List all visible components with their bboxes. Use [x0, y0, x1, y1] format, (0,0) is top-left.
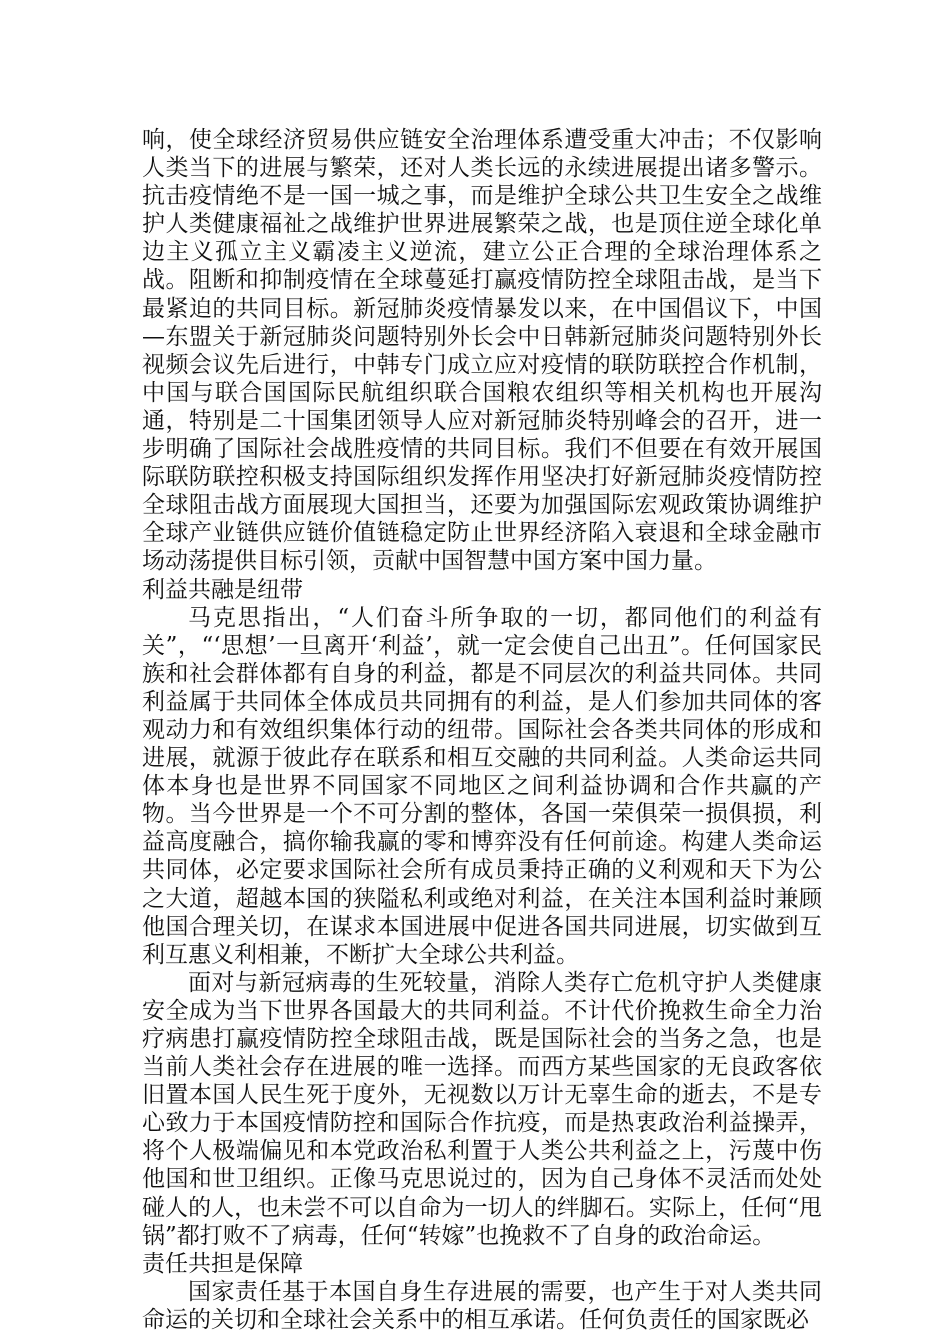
paragraph-global-cooperation: 响，使全球经济贸易供应链安全治理体系遭受重大冲击；不仅影响人类当下的进展与繁荣，还对人类长远的永续进展提出诸多警示。抗击疫情绝不是一国一城之事，而是维护全球公共卫生安全之战维护人类健康福祉之战维护世界进展繁荣之战，也是顶住逆全球化单边主义孤立主义霸凌主义逆流，建立公正合理的全球治理体系之战。阻断和抑制疫情在全球蔓延打赢疫情防控全球阻击战，是当下最紧迫的共同目标。新冠肺炎疫情暴发以来，在中国倡议下，中国—东盟关于新冠肺炎问题特别外长会中日韩新冠肺炎问题特别外长视频会议先后进行，中韩专门成立应对疫情的联防联控合作机制，中国与联合国国际民航组织联合国粮农组织等相关机构也开展沟通，特别是二十国集团领导人应对新冠肺炎特别峰会的召开，进一步明确了国际社会战胜疫情的共同目标。我们不但要在有效开展国际联防联控积极支持国际组织发挥作用坚决打好新冠肺炎疫情防控全球阻击战方面展现大国担当，还要为加强国际宏观政策协调维护全球产业链供应链价值链稳定防止世界经济陷入衰退和全球金融市场动荡提供目标引领，贡献中国智慧中国方案中国力量。: [142, 127, 822, 575]
section-heading-shared-interests: 利益共融是纽带: [142, 576, 303, 603]
paragraph-national-responsibility: 国家责任基于本国自身生存进展的需要，也产生于对人类共同命运的关切和全球社会关系中的相互承诺。任何负责任的国家既必: [142, 1278, 822, 1333]
paragraph-pandemic-common-interest: 面对与新冠病毒的生死较量，消除人类存亡危机守护人类健康安全成为当下世界各国最大的共同利益。不计代价挽救生命全力治疗病患打赢疫情防控全球阻击战，既是国际社会的当务之急，也是当前人类社会存在进展的唯一选择。而西方某些国家的无良政客依旧置本国人民生死于度外，无视数以万计无辜生命的逝去，不是专心致力于本国疫情防控和国际合作抗疫，而是热衷政治利益操弄，将个人极端偏见和本党政治私利置于人类公共利益之上，污蔑中伤他国和世卫组织。正像马克思说过的，因为自己身体不灵活而处处碰人的人，也未尝不可以自命为一切人的绊脚石。实际上，任何“甩锅”都打败不了病毒，任何“转嫁”也挽救不了自身的政治命运。: [142, 969, 822, 1249]
document-body: [142, 126, 822, 1334]
paragraph-marx-interests: 马克思指出，“人们奋斗所争取的一切，都同他们的利益有关”，“‘思想’一旦离开‘利益’，就一定会使自己出丑”。任何国家民族和社会群体都有自身的利益，都是不同层次的利益共同体。共同利益属于共同体全体成员共同拥有的利益，是人们参加共同体的客观动力和有效组织集体行动的纽带。国际社会各类共同体的形成和进展，就源于彼此存在联系和相互交融的共同利益。人类命运共同体本身也是世界不同国家不同地区之间利益协调和合作共赢的产物。当今世界是一个不可分割的整体，各国一荣俱荣一损俱损，利益高度融合，搞你输我赢的零和博弈没有任何前途。构建人类命运共同体，必定要求国际社会所有成员秉持正确的义利观和天下为公之大道，超越本国的狭隘私利或绝对利益，在关注本国利益时兼顾他国合理关切，在谋求本国进展中促进各国共同进展，切实做到互利互惠义利相兼，不断扩大全球公共利益。: [142, 604, 822, 968]
section-heading-shared-responsibility: 责任共担是保障: [142, 1250, 303, 1277]
